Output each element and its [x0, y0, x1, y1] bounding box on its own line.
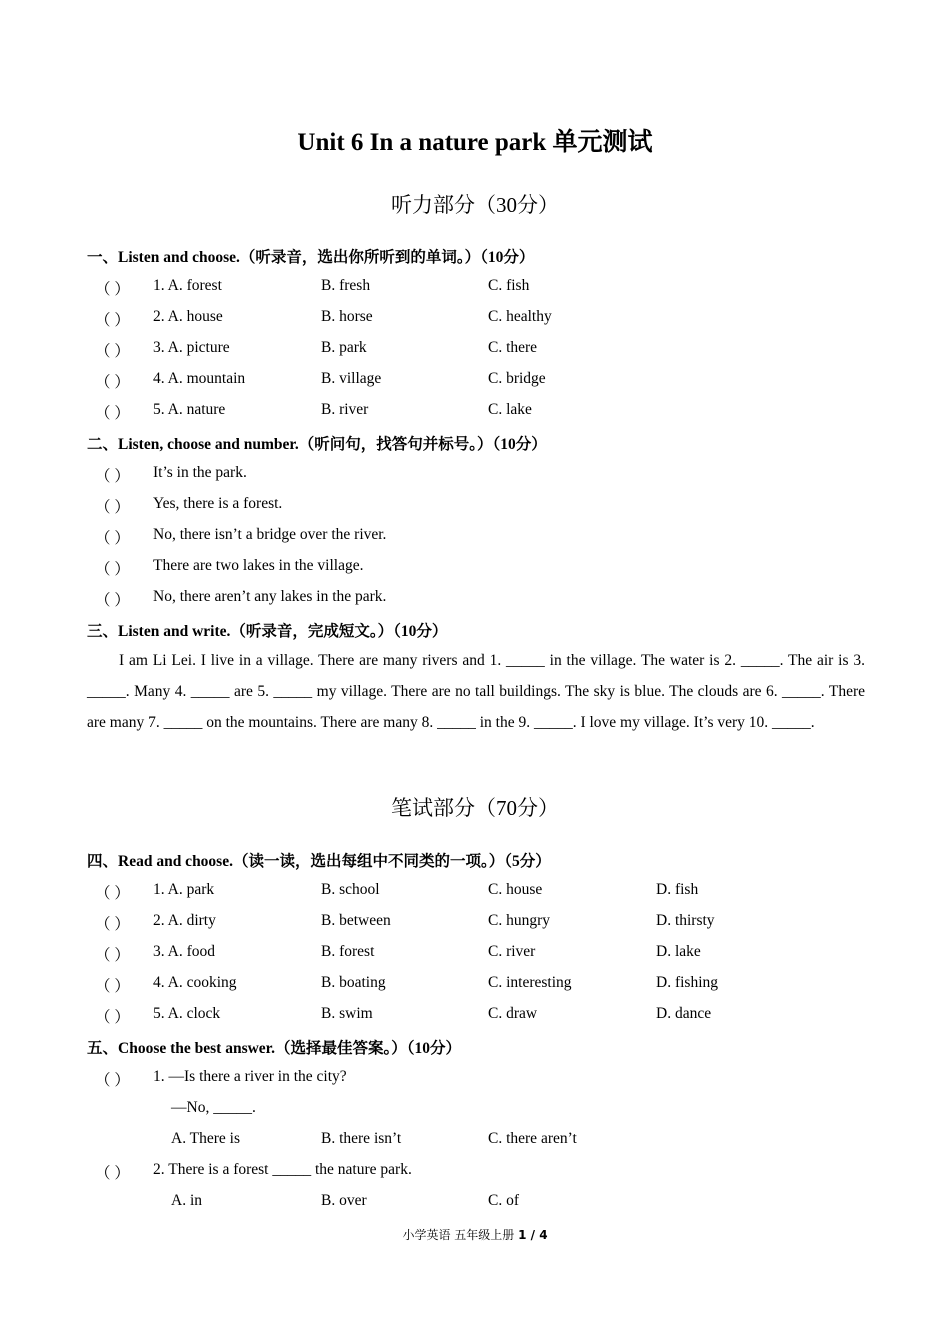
option-b: B. river: [321, 401, 369, 418]
option-c: C. river: [488, 943, 536, 960]
answer-bracket[interactable]: （ ）: [95, 530, 130, 547]
answer-sentence: There are two lakes in the village.: [153, 557, 364, 574]
option-a: 4. A. mountain: [153, 370, 246, 387]
question-text: 1. —Is there a river in the city?: [153, 1068, 347, 1085]
option-d: D. lake: [656, 943, 701, 960]
answer-bracket[interactable]: （ ）: [95, 1072, 130, 1089]
option-c: C. there aren’t: [488, 1130, 577, 1147]
writing-part-title: 笔试部分（70分）: [391, 796, 559, 820]
answer-bracket[interactable]: （ ）: [95, 343, 130, 360]
footer-text: 小学英语 五年级上册: [402, 1228, 515, 1242]
answer-sentence: No, there aren’t any lakes in the park.: [153, 588, 387, 605]
answer-bracket[interactable]: （ ）: [95, 592, 130, 609]
answer-bracket[interactable]: （ ）: [95, 405, 130, 422]
cloze-paragraph: I am Li Lei. I live in a village. There are many rivers and 1. _____ in the village. The water is 2. _____. The air is 3. _____. Many 4. _____ are 5. _____ my village. There are no tall buildings. The sky is blue. The clouds are 6. _____. There are many 7. _____ on the mountains. There are many 8. _____ in the 9. _____. I love my village. It’s very 10. _____.: [87, 652, 865, 731]
option-a: 5. A. clock: [153, 1005, 221, 1022]
section-2-heading: 二、Listen, choose and number.（听问句，找答句并标号。）（10分）: [87, 436, 547, 453]
option-b: B. there isn’t: [321, 1130, 402, 1147]
answer-bracket[interactable]: （ ）: [95, 978, 130, 995]
question-text: —No, _____.: [171, 1099, 256, 1116]
s2-answer-row: [87, 588, 887, 612]
option-a: 1. A. forest: [153, 277, 222, 294]
answer-bracket[interactable]: （ ）: [95, 281, 130, 298]
option-a: 3. A. picture: [153, 339, 230, 356]
answer-bracket[interactable]: （ ）: [95, 561, 130, 578]
s1-question-row: [87, 308, 887, 332]
option-c: C. fish: [488, 277, 530, 294]
option-a: 3. A. food: [153, 943, 215, 960]
question-text: 2. There is a forest _____ the nature park.: [153, 1161, 412, 1178]
option-a: 4. A. cooking: [153, 974, 237, 991]
listening-part-title: 听力部分（30分）: [391, 193, 559, 217]
page-number: 1 / 4: [518, 1228, 548, 1242]
option-b: B. horse: [321, 308, 373, 325]
option-a: 2. A. dirty: [153, 912, 216, 929]
answer-sentence: Yes, there is a forest.: [153, 495, 283, 512]
option-c: C. of: [488, 1192, 519, 1209]
option-c: C. healthy: [488, 308, 552, 325]
answer-bracket[interactable]: （ ）: [95, 374, 130, 391]
s4-question-row: [87, 974, 887, 998]
s4-question-row: [87, 943, 887, 967]
option-a: 5. A. nature: [153, 401, 226, 418]
option-c: C. there: [488, 339, 538, 356]
s1-question-row: [87, 401, 887, 425]
section-4-heading: 四、Read and choose.（读一读，选出每组中不同类的一项。）（5分）: [87, 853, 551, 870]
answer-bracket[interactable]: （ ）: [95, 947, 130, 964]
s2-answer-row: [87, 464, 887, 488]
option-b: B. village: [321, 370, 382, 387]
option-c: C. bridge: [488, 370, 546, 387]
page-title: Unit 6 In a nature park 单元测试: [297, 129, 653, 156]
option-a: 1. A. park: [153, 881, 215, 898]
s5-question-1-line2: [87, 1099, 887, 1123]
s1-question-row: [87, 370, 887, 394]
s2-answer-row: [87, 526, 887, 550]
page-footer: [0, 1226, 950, 1243]
section-1-heading: 一、Listen and choose.（听录音，选出你所听到的单词。）（10分）: [87, 249, 535, 266]
answer-bracket[interactable]: （ ）: [95, 1165, 130, 1182]
s5-question-1: [87, 1068, 887, 1092]
option-c: C. interesting: [488, 974, 572, 991]
s4-question-row: [87, 1005, 887, 1029]
answer-bracket[interactable]: （ ）: [95, 312, 130, 329]
option-c: C. hungry: [488, 912, 550, 929]
s5-question-2: [87, 1161, 887, 1185]
option-a: A. in: [171, 1192, 202, 1209]
section-3-heading: 三、Listen and write.（听录音，完成短文。）（10分）: [87, 623, 448, 640]
option-b: B. over: [321, 1192, 367, 1209]
s1-question-row: [87, 339, 887, 363]
section-5-heading: 五、Choose the best answer.（选择最佳答案。）（10分）: [87, 1040, 462, 1057]
s4-question-row: [87, 912, 887, 936]
s2-answer-row: [87, 557, 887, 581]
option-b: B. fresh: [321, 277, 371, 294]
s5-question-1-options: [87, 1130, 887, 1154]
answer-sentence: It’s in the park.: [153, 464, 247, 481]
option-b: B. forest: [321, 943, 375, 960]
s5-question-2-options: [87, 1192, 887, 1216]
s2-answer-row: [87, 495, 887, 519]
option-b: B. between: [321, 912, 391, 929]
s4-question-row: [87, 881, 887, 905]
option-d: D. dance: [656, 1005, 712, 1022]
option-c: C. house: [488, 881, 543, 898]
option-a: 2. A. house: [153, 308, 223, 325]
answer-sentence: No, there isn’t a bridge over the river.: [153, 526, 387, 543]
answer-bracket[interactable]: （ ）: [95, 916, 130, 933]
option-d: D. fish: [656, 881, 699, 898]
option-b: B. school: [321, 881, 380, 898]
option-c: C. draw: [488, 1005, 538, 1022]
s1-question-row: [87, 277, 887, 301]
option-d: D. fishing: [656, 974, 718, 991]
answer-bracket[interactable]: （ ）: [95, 468, 130, 485]
option-c: C. lake: [488, 401, 532, 418]
option-a: A. There is: [171, 1130, 241, 1147]
option-b: B. boating: [321, 974, 386, 991]
answer-bracket[interactable]: （ ）: [95, 499, 130, 516]
answer-bracket[interactable]: （ ）: [95, 885, 130, 902]
option-b: B. park: [321, 339, 367, 356]
answer-bracket[interactable]: （ ）: [95, 1009, 130, 1026]
option-d: D. thirsty: [656, 912, 715, 929]
option-b: B. swim: [321, 1005, 373, 1022]
